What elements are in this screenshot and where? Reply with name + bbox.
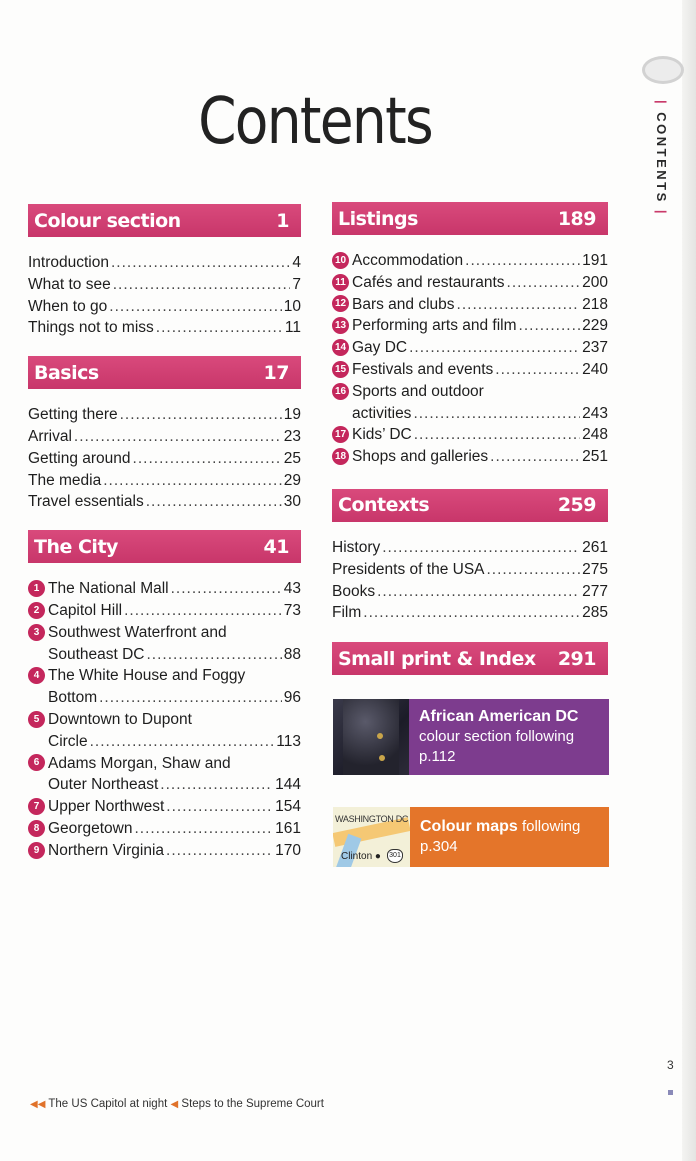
page-title: Contents (198, 85, 432, 159)
dot-leader (507, 272, 581, 294)
dot-leader (113, 274, 291, 296)
dot-leader (103, 470, 282, 492)
toc-entry[interactable]: 17 Kids’ DC ..... 248 (332, 424, 608, 446)
dot-leader (377, 581, 580, 603)
toc-entry[interactable] (28, 491, 301, 513)
dot-leader (166, 840, 273, 862)
dot-leader (120, 404, 282, 426)
feature-african-american-dc[interactable] (333, 699, 609, 775)
toc-entry[interactable] (332, 537, 608, 559)
toc-entries (28, 404, 301, 513)
small-print-section (332, 642, 608, 675)
entry-page-number: 237 (582, 339, 608, 357)
entry-title: Bars and clubs (352, 295, 455, 313)
toc-entry[interactable]: 18 Shops and galleries ..... 251 (332, 446, 608, 468)
entry-page-number: 10 (283, 297, 301, 315)
dot-leader (133, 448, 282, 470)
side-tab (648, 70, 678, 220)
entry-page-number: 243 (582, 404, 608, 422)
toc-entry[interactable]: 7 Upper Northwest ..... 154 (28, 796, 301, 818)
dot-leader (74, 426, 282, 448)
toc-entry[interactable]: 15 Festivals and events ..... 240 (332, 359, 608, 381)
entry-title: Arrival (28, 427, 72, 445)
dot-leader (457, 294, 581, 316)
entry-page-number: 11 (284, 319, 301, 337)
side-tab-label: | CONTENTS | (654, 100, 669, 216)
left-column (28, 204, 301, 862)
entry-page-number: 144 (275, 776, 301, 794)
entry-title: Sports and outdoor (352, 382, 484, 400)
entry-title: Bottom (48, 689, 98, 707)
toc-entry[interactable] (28, 252, 301, 274)
entry-title: Upper Northwest (48, 798, 165, 816)
toc-entry[interactable]: 1 The National Mall ..... 43 (28, 578, 301, 600)
toc-entry[interactable] (28, 274, 301, 296)
toc-entry[interactable] (28, 774, 301, 796)
section-title: Contexts (338, 494, 430, 517)
entry-page-number: 248 (582, 426, 608, 444)
toc-entry[interactable]: 12 Bars and clubs ..... 218 (332, 294, 608, 316)
entry-title: Adams Morgan, Shaw and (48, 754, 231, 772)
toc-entry[interactable]: 10 Accommodation ..... 191 (332, 250, 608, 272)
dot-leader (465, 250, 580, 272)
section-title: Small print & Index (338, 647, 536, 670)
entry-title: History (332, 538, 381, 556)
entry-page-number: 25 (283, 449, 301, 467)
toc-entries (332, 537, 608, 624)
dot-leader (124, 600, 282, 622)
entry-title: Shops and galleries (352, 448, 489, 466)
entry-title: Accommodation (352, 252, 464, 269)
entry-title: The National Mall (48, 580, 169, 598)
toc-entry[interactable] (332, 581, 608, 603)
entry-page-number: 285 (582, 604, 608, 622)
map-thumbnail: WASHINGTON DC Clinton ● 301 (333, 807, 410, 867)
toc-entry[interactable]: 9 Northern Virginia ..... 170 (28, 840, 301, 862)
toc-entry[interactable]: 11 Cafés and restaurants ..... 200 (332, 272, 608, 294)
toc-entry[interactable]: 6 Adams Morgan, Shaw and (28, 753, 301, 775)
entry-title: Gay DC (352, 339, 408, 357)
entry-title: Film (332, 604, 362, 622)
toc-entry[interactable] (28, 296, 301, 318)
entry-page-number: 30 (283, 493, 301, 511)
entry-page-number: 229 (582, 317, 608, 335)
dot-leader (413, 403, 580, 425)
entry-page-number: 261 (582, 538, 608, 556)
dot-leader (382, 537, 580, 559)
toc-entry[interactable]: 16 Sports and outdoor (332, 381, 608, 403)
entry-page-number: 200 (582, 273, 608, 291)
contexts-heading[interactable] (332, 489, 608, 522)
section-page-number: 41 (263, 535, 289, 558)
entry-title: The White House and Foggy (48, 667, 246, 685)
right-column (332, 202, 608, 675)
entry-title: When to go (28, 297, 108, 315)
entry-title: The media (28, 471, 102, 489)
toc-entries (28, 252, 301, 339)
toc-entry[interactable]: 5 Downtown to Dupont (28, 709, 301, 731)
entry-page-number: 218 (582, 295, 608, 313)
entry-page-number: 23 (283, 427, 301, 445)
dot-leader (147, 644, 282, 666)
entry-page-number: 73 (283, 601, 301, 619)
entry-title: Getting there (28, 406, 118, 424)
section-title: Listings (338, 207, 418, 230)
dot-leader (134, 818, 273, 840)
entry-title: Getting around (28, 449, 131, 467)
entry-title: Georgetown (48, 819, 133, 837)
section-title: The City (34, 535, 118, 558)
arrow-left-icon: ◀ (170, 1099, 179, 1110)
feature-colour-maps[interactable] (333, 807, 609, 867)
entry-title: Festivals and events (352, 360, 494, 378)
toc-entry[interactable]: 3 Southwest Waterfront and (28, 622, 301, 644)
entry-title: Kids’ DC (352, 426, 412, 444)
page-number: 3 (667, 1058, 674, 1072)
toc-entry[interactable]: 8 Georgetown ..... 161 (28, 818, 301, 840)
section-page-number: 291 (557, 647, 596, 670)
dot-leader (160, 774, 273, 796)
toc-entry[interactable]: 2 Capitol Hill ..... 73 (28, 600, 301, 622)
entry-title: Cafés and restaurants (352, 273, 505, 291)
entry-title: Performing arts and film (352, 317, 517, 335)
toc-entry[interactable] (332, 559, 608, 581)
entry-title: activities (352, 404, 412, 422)
basics-heading[interactable] (28, 356, 301, 389)
colour-maps-text: Colour maps following p.304 (420, 818, 581, 855)
dot-leader (146, 491, 282, 513)
toc-entry[interactable] (28, 470, 301, 492)
dot-leader (109, 296, 281, 318)
toc-entry[interactable] (332, 403, 608, 425)
dot-leader (363, 602, 580, 624)
entry-title: Presidents of the USA (332, 560, 485, 578)
toc-entry[interactable]: 14 Gay DC ..... 237 (332, 337, 608, 359)
entry-title: Things not to miss (28, 319, 154, 337)
toc-entry[interactable] (28, 426, 301, 448)
toc-entry[interactable]: 4 The White House and Foggy (28, 665, 301, 687)
section-title: Colour section (34, 209, 181, 232)
section-page-number: 259 (557, 494, 596, 517)
entry-page-number: 240 (582, 360, 608, 378)
listings-section (332, 202, 608, 468)
entry-page-number: 29 (283, 471, 301, 489)
dot-leader (99, 687, 282, 709)
entry-page-number: 170 (275, 841, 301, 859)
african-american-thumbnail (333, 699, 409, 775)
toc-entry[interactable]: 13 Performing arts and film ..... 229 (332, 315, 608, 337)
dot-leader (166, 796, 273, 818)
section-page-number: 17 (263, 361, 289, 384)
dot-leader (490, 446, 580, 468)
entry-page-number: 7 (292, 275, 301, 293)
dot-leader (409, 337, 580, 359)
entry-title: Southwest Waterfront and (48, 623, 227, 641)
toc-entries (28, 578, 301, 861)
folio-marker (668, 1090, 673, 1095)
the-city-section (28, 530, 301, 861)
arrow-left-icon: ◀◀ (30, 1099, 46, 1110)
colour-section-section (28, 204, 301, 339)
dot-leader (171, 578, 282, 600)
entry-title: Northern Virginia (48, 841, 165, 859)
toc-entry[interactable] (28, 731, 301, 753)
photo-caption: ◀◀ The US Capitol at night ◀ Steps to the Supreme Court (30, 1098, 324, 1110)
dot-leader (90, 731, 275, 753)
dot-leader (519, 315, 581, 337)
entry-title: Southeast DC (48, 645, 145, 663)
entry-title: Capitol Hill (48, 601, 123, 619)
the-city-heading[interactable] (28, 530, 301, 563)
entry-title: Introduction (28, 254, 109, 271)
entry-page-number: 43 (283, 580, 301, 598)
entry-page-number: 154 (275, 798, 301, 816)
entry-page-number: 113 (276, 732, 301, 750)
toc-entry[interactable] (28, 448, 301, 470)
entry-page-number: 191 (582, 252, 608, 269)
entry-page-number: 4 (292, 254, 301, 271)
basics-section (28, 356, 301, 513)
dot-leader (414, 424, 580, 446)
toc-entry[interactable] (28, 317, 301, 339)
entry-page-number: 275 (582, 560, 608, 578)
dot-leader (495, 359, 580, 381)
binding-ring (642, 56, 684, 84)
page-edge (682, 0, 696, 1161)
small-print-heading[interactable] (332, 642, 608, 675)
entry-title: Circle (48, 732, 88, 750)
toc-entry[interactable] (28, 404, 301, 426)
entry-title: Downtown to Dupont (48, 710, 192, 728)
entry-page-number: 19 (283, 406, 301, 424)
entry-title: Outer Northeast (48, 776, 159, 794)
entry-title: Travel essentials (28, 493, 144, 511)
entry-page-number: 277 (582, 582, 608, 600)
entry-page-number: 96 (283, 689, 301, 707)
entry-title: Books (332, 582, 376, 600)
colour-section-heading[interactable] (28, 204, 301, 237)
entry-page-number: 88 (283, 645, 301, 663)
dot-leader (156, 317, 283, 339)
dot-leader (111, 252, 290, 274)
toc-entry[interactable] (332, 602, 608, 624)
section-title: Basics (34, 361, 99, 384)
section-page-number: 1 (276, 209, 289, 232)
listings-heading[interactable] (332, 202, 608, 235)
section-page-number: 189 (557, 207, 596, 230)
dot-leader (487, 559, 581, 581)
contexts-section (332, 489, 608, 624)
toc-entries (332, 250, 608, 468)
toc-entry[interactable] (28, 687, 301, 709)
african-american-text: African American DC colour section following p.112 (419, 708, 579, 765)
entry-page-number: 251 (582, 448, 608, 466)
entry-title: What to see (28, 275, 111, 293)
entry-page-number: 161 (275, 819, 301, 837)
toc-entry[interactable] (28, 644, 301, 666)
